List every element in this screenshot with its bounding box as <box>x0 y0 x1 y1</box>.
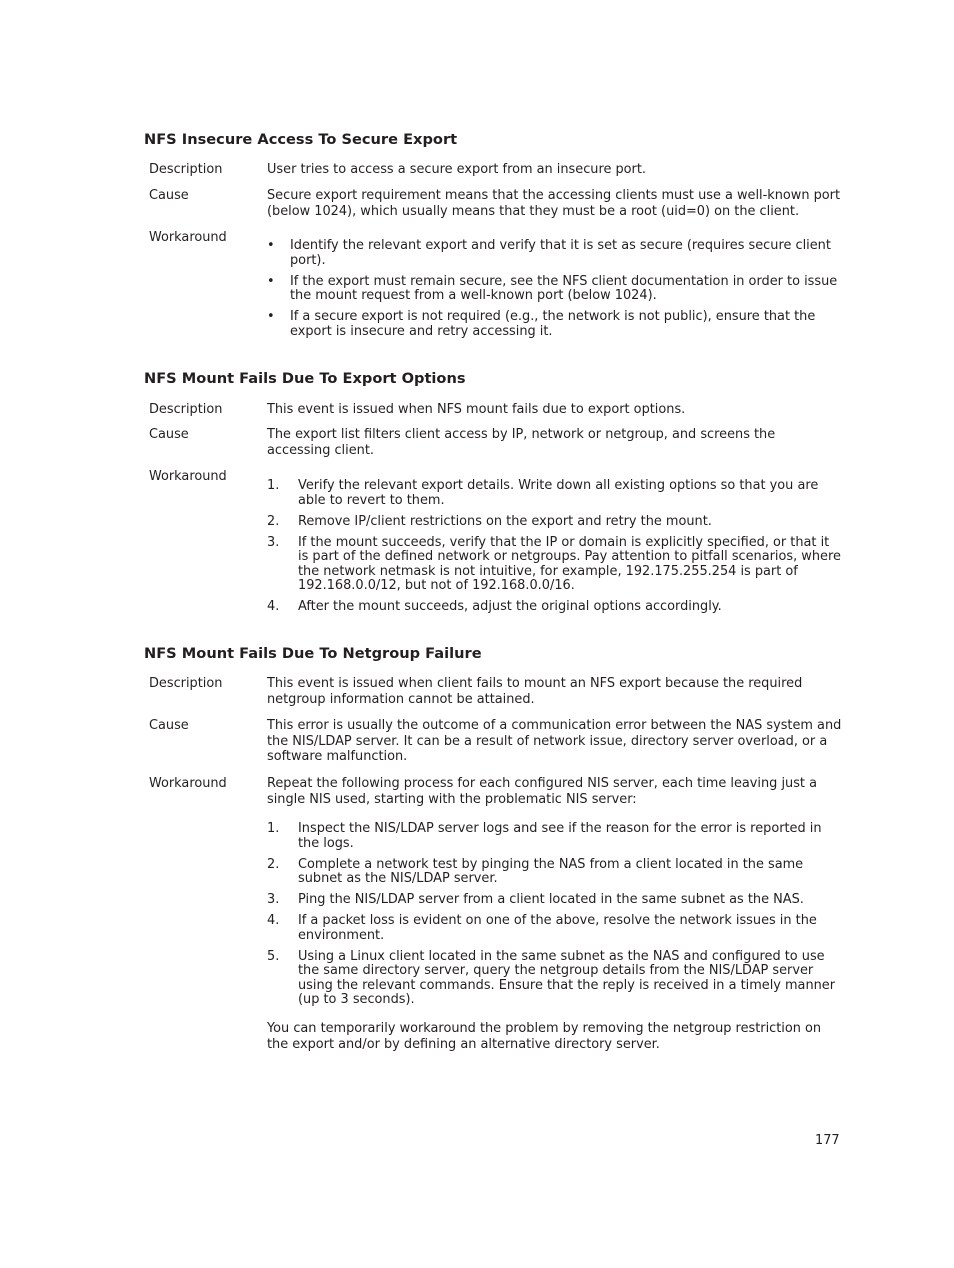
list-item <box>267 275 842 304</box>
list-item <box>267 950 842 1008</box>
list-item-text: If a packet loss is evident on one of the above, resolve the network issues in the environment. <box>298 913 817 943</box>
section-heading: NFS Mount Fails Due To Netgroup Failure <box>144 645 482 662</box>
number-marker: 1. <box>267 821 280 836</box>
cause-label: Cause <box>149 718 189 733</box>
number-marker: 3. <box>267 892 280 907</box>
list-item-text: If the mount succeeds, verify that the IP or domain is explicitly specified, or that it is part of the defined network or netgroups. Pay attention to pitfall scenarios, where the network netmask is not intuitive, for example, 192.175.255.254 is part of 192.168.0.0/12, but not of 192.168.0.0/16. <box>298 534 841 593</box>
section-heading: NFS Mount Fails Due To Export Options <box>144 370 466 387</box>
list-item-text: If the export must remain secure, see the NFS client documentation in order to issue the mount request from a well-known port (below 1024). <box>290 273 838 303</box>
workaround-label: Workaround <box>149 776 227 791</box>
list-item <box>267 515 842 530</box>
workaround-numbered-list <box>267 822 842 1014</box>
cause-text: This error is usually the outcome of a communication error between the NAS system and the NIS/LDAP server. It can be a result of network issue, directory server overload, or a software malfunction. <box>267 718 842 764</box>
description-label: Description <box>149 162 223 177</box>
list-item <box>267 822 842 851</box>
description-text: User tries to access a secure export from an insecure port. <box>267 162 647 177</box>
workaround-label: Workaround <box>149 230 227 245</box>
list-item <box>267 239 842 268</box>
workaround-label: Workaround <box>149 469 227 484</box>
list-item <box>267 858 842 887</box>
bullet-marker: • <box>267 238 275 253</box>
list-item-text: If a secure export is not required (e.g., the network is not public), ensure that the export is insecure and retry accessing it. <box>290 309 816 339</box>
list-item-text: After the mount succeeds, adjust the original options accordingly. <box>298 599 722 614</box>
number-marker: 3. <box>267 534 280 550</box>
description-label: Description <box>149 402 223 417</box>
description-text: This event is issued when NFS mount fails due to export options. <box>267 402 686 417</box>
workaround-intro: Repeat the following process for each configured NIS server, each time leaving just a single NIS used, starting with the problematic NIS server: <box>267 776 817 807</box>
cause-label: Cause <box>149 427 189 442</box>
list-item-text: Inspect the NIS/LDAP server logs and see if the reason for the error is reported in the logs. <box>298 821 822 851</box>
number-marker: 4. <box>267 599 280 614</box>
workaround-numbered-list <box>267 479 842 621</box>
list-item-text: Using a Linux client located in the same subnet as the NAS and configured to use the same directory server, query the netgroup details from the NIS/LDAP server using the relevant commands. Ensure that the reply is received in a timely manner (up to 3 seconds). <box>298 948 836 1007</box>
number-marker: 2. <box>267 513 280 529</box>
number-marker: 1. <box>267 478 280 493</box>
workaround-outro: You can temporarily workaround the problem by removing the netgroup restriction on the export and/or by defining an alternative directory server. <box>267 1021 822 1052</box>
number-marker: 5. <box>267 948 280 964</box>
list-item-text: Remove IP/client restrictions on the export and retry the mount. <box>298 513 712 529</box>
cause-text: Secure export requirement means that the accessing clients must use a well-known port (below 1024), which usually means that they must be a root (uid=0) on the client. <box>267 188 841 219</box>
description-label: Description <box>149 676 223 691</box>
list-item-text: Verify the relevant export details. Write down all existing options so that you are able to revert to them. <box>298 478 819 508</box>
number-marker: 4. <box>267 913 280 928</box>
workaround-bullet-list <box>267 239 842 346</box>
list-item-text: Complete a network test by pinging the NAS from a client located in the same subnet as the NIS/LDAP server. <box>298 856 804 886</box>
page-number: 177 <box>815 1133 840 1148</box>
number-marker: 2. <box>267 856 280 872</box>
cause-label: Cause <box>149 188 189 203</box>
list-item <box>267 310 842 339</box>
bullet-marker: • <box>267 273 275 289</box>
bullet-marker: • <box>267 309 275 324</box>
list-item-text: Identify the relevant export and verify that it is set as secure (requires secure client port). <box>290 238 831 268</box>
list-item <box>267 536 842 594</box>
list-item <box>267 479 842 508</box>
section-heading: NFS Insecure Access To Secure Export <box>144 131 458 148</box>
description-text: This event is issued when client fails to mount an NFS export because the required netgroup information cannot be attained. <box>267 676 803 707</box>
cause-text: The export list filters client access by IP, network or netgroup, and screens the accessing client. <box>267 427 776 458</box>
list-item <box>267 893 842 908</box>
list-item <box>267 600 842 615</box>
list-item <box>267 914 842 943</box>
list-item-text: Ping the NIS/LDAP server from a client located in the same subnet as the NAS. <box>298 892 804 907</box>
